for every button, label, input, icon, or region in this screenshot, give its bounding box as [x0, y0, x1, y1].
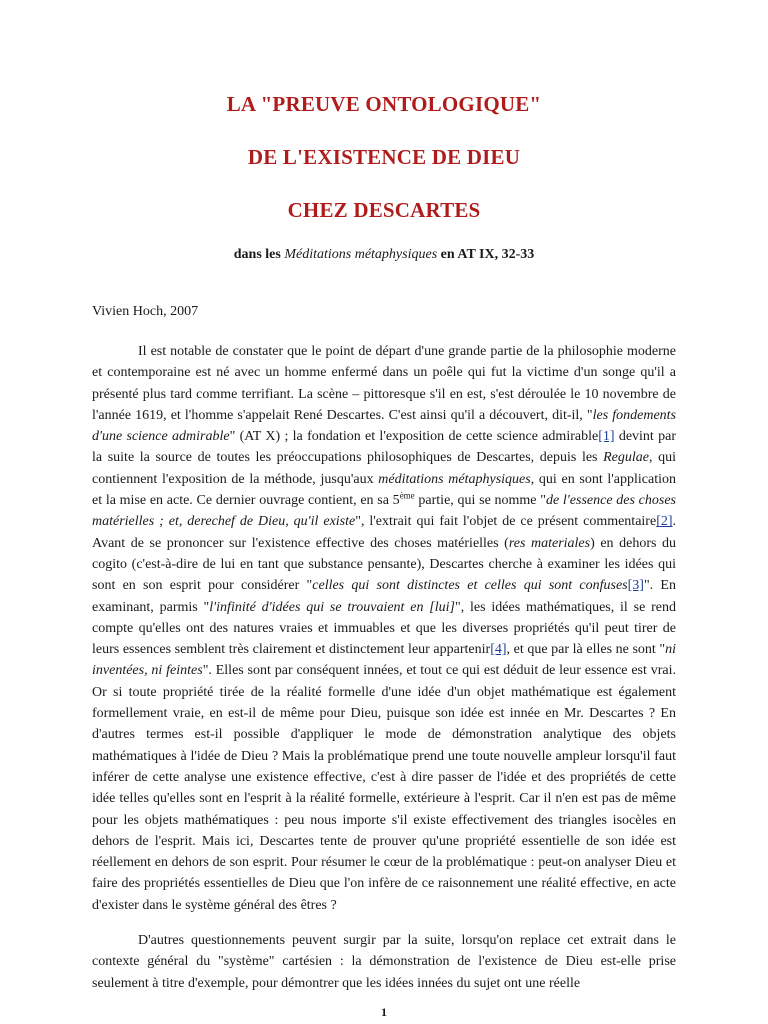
title-line-3: CHEZ DESCARTES	[287, 198, 481, 222]
p1-regulae: Regulae	[603, 450, 649, 466]
title-line-2: DE L'EXISTENCE DE DIEU	[247, 145, 521, 169]
p1-text-l: . Avant de se prononcer sur l'existence effective des choses matérielles (	[92, 514, 677, 551]
footnote-link-2[interactable]: [2]	[656, 514, 673, 530]
p1-res-materiales: res materiales	[508, 535, 591, 551]
p1-text-r: ", les idées mathématiques, il se rend compte qu'elles ont des natures vraies et immuables et que les diverses propriétés qu'il peut tirer de leurs essences semblent très clairement et distinctement leur appartenir	[92, 599, 677, 658]
p1-text-k: ", l'extrait qui fait l'objet de ce présent commentaire	[355, 514, 657, 530]
paragraph-2	[92, 930, 676, 994]
author-line: Vivien Hoch, 2007	[92, 304, 199, 319]
title-line-1: LA "PREUVE ONTOLOGIQUE"	[226, 92, 542, 116]
p1-quote-infinite: l'infinité d'idées qui se trouvaient en [lui]	[209, 599, 455, 615]
p1-text-d: devint par la suite la source de toutes les préoccupations philosophiques de Descartes, depuis les	[92, 429, 677, 466]
p1-text-h: , qui en sont l'application et la mise en acte. Ce dernier ouvrage contient, en sa 5	[92, 471, 677, 509]
p1-text-u: ". Elles sont par conséquent innées, et tout ce qui est déduit de leur essence est vrai. Or si toute propriété tirée de la réalité formelle d'une idée d'un objet mathématique est également formellement vraie, en est-il de même pour Dieu, puisque son idée est innée en Mr. Descartes ? En d'autres termes est-il possible d'appliquer le mode de démonstration analytique des objets mathématiques à l'idée de Dieu ? Mais la problématique prend une toute nouvelle ampleur lorsqu'il faut inférer de cette analyse une existence effective, c'est à dire passer de l'idée et des propriétés de cette idée telles qu'elles sont en l'esprit à la réalité formelle, extérieure à l'esprit. Car il n'en est pas de même pour les objets mathématiques : peu nous importe s'il existe effectivement des triangles isocèles en dehors de l'esprit. Mais ici, Descartes tente de prouver qu'une propriété essentielle de son idée est réellement en dehors de son esprit. Pour résumer le cœur de la problématique : peut-on analyser Dieu et faire des propriétés essentielles de Dieu que l'on infère de ce raisonnement une réalité effective, en acte d'exister dans le système général des êtres ?	[92, 663, 676, 913]
footnote-link-4[interactable]: [4]	[490, 642, 507, 658]
footnote-link-3[interactable]: [3]	[627, 578, 644, 594]
p1-text-s: , et que par là elles ne sont "	[506, 642, 666, 658]
subtitle-work: Méditations métaphysiques	[284, 247, 438, 262]
footnote-link-1[interactable]: [1]	[598, 429, 615, 445]
p1-meditations: méditations métaphysiques	[378, 471, 531, 487]
p1-text-i: partie, qui se nomme "	[414, 493, 546, 509]
subtitle	[0, 247, 768, 263]
p1-text-c: " (AT X) ; la fondation et l'exposition de cette science admirable	[229, 429, 599, 445]
p1-superscript: ème	[399, 490, 415, 501]
page-number: 1	[381, 1005, 387, 1019]
subtitle-pre: dans les	[233, 247, 285, 262]
p1-text-n: ) en dehors du cogito (c'est-à-dire de lui en tant que substance pensante), Descartes cherche à examiner les idées qui sont en son esprit pour considérer "	[92, 535, 676, 594]
p1-quote-feintes: ni inventées, ni feintes	[92, 642, 677, 679]
p1-text-f: , qui contiennent l'exposition de la méthode, jusqu'aux	[92, 450, 677, 487]
p1-quote-distinctes: celles qui sont distinctes et celles qui sont confuses	[312, 578, 628, 594]
p1-text-a: Il est notable de constater que le point de départ d'une grande partie de la philosophie moderne et contemporaine est né avec un homme enfermé dans un poêle qui fut la victime d'un songe qu'il a présenté plus tard comme terrifiant. La scène – pittoresque s'il en est, s'est déroulée le 10 novembre de l'année 1619, et l'homme s'appelait René Descartes. C'est ainsi qu'il a découvert, dit-il, "	[92, 344, 676, 423]
p1-quote-essence: de l'essence des choses matérielles ; et, derechef de Dieu, qu'il existe	[92, 493, 676, 530]
subtitle-post: en AT IX, 32-33	[437, 247, 535, 262]
p2-text: D'autres questionnements peuvent surgir par la suite, lorsqu'on replace cet extrait dans le contexte général du "système" cartésien : la démonstration de l'existence de Dieu est-elle prise seulement à titre d'exemple, pour démontrer que les idées innées du sujet ont une réelle	[92, 933, 676, 991]
p1-quote-fondements: les fondements d'une science admirable	[92, 407, 676, 445]
p1-text-p: ". En examinant, parmis "	[92, 578, 676, 615]
paragraph-1	[92, 341, 676, 916]
